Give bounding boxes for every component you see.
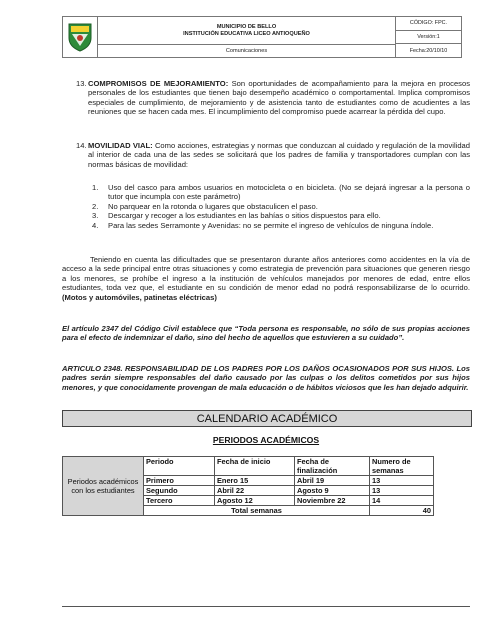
header-code: CÓDIGO: FPC. [396, 17, 461, 31]
paragraph-vehicles-note: (Motos y automóviles, patinetas eléctricas) [62, 292, 217, 302]
paragraph-civil-code: El artículo 2347 del Código Civil establece que “Toda persona es responsable, no sólo de sus propias acciones para el efecto de indemnizar el daño, sino del hecho de aquellos que estuvieren a su cuidado”. [62, 324, 470, 343]
table-header-cell: Periodo [144, 457, 215, 476]
item-13-text: Son oportunidades de acompañamiento para la mejora en procesos personales de los estudiantes que tienen bajo desempeño académico o comportamental. Implica compromisos especiales de cumplimiento, de mejoramiento y de asistencia tanto de estudiantes como de acudientes a las reuniones que se hacen cada mes. El incumplimiento del compromiso puede acarrear la pérdida del cupo. [88, 79, 470, 117]
header-version: Versión:1 [396, 31, 461, 45]
list-item: 3. Descargar y recoger a los estudiantes en las bahías o sitios dispuestos para ello. [92, 211, 381, 221]
total-value: 40 [370, 506, 434, 516]
header-municipality: MUNICIPIO DE BELLO [216, 23, 277, 30]
header-date: Fecha:20/10/10 [409, 47, 448, 54]
item-13-number: 13. [76, 79, 87, 88]
paragraph-vehicles: Teniendo en cuenta las dificultades que se presentaron durante años anteriores como accidentes en la vía de acceso a la sede principal entre otras situaciones y como estrategia de prevención para situaciones que generen riesgo a los menores, se prohíbe el ingreso a la institución de vehículos manejados por menores de edad, entre ellos estudiantes, toda vez que, el estudiante en su condición de menor edad no podrá responsabilizarse de lo ocurrido. (Motos y automóviles, patinetas eléctricas) [62, 255, 470, 302]
paragraph-article-2348: ARTICULO 2348. RESPONSABILIDAD DE LOS PADRES POR LOS DAÑOS OCASIONADOS POR SUS HIJOS. Los padres serán siempre responsables del daño causado por las culpas o los delitos cometidos por sus hijos menores, y que conocidamente provengan de mala educación o de hábitos viciosos que les han dejado adquirir. [62, 364, 470, 392]
list-item: 1. Uso del casco para ambos usuarios en motocicleta o en bicicleta. (No se dejará ingresar a la persona o tutor que incumpla con este parámetro) [92, 183, 470, 202]
calendar-title: CALENDARIO ACADÉMICO [62, 410, 472, 427]
total-label: Total semanas [144, 506, 370, 516]
table-header-cell: Fecha de inicio [215, 457, 295, 476]
list-item: 2. No parquear en la rotonda o lugares que obstaculicen el paso. [92, 201, 318, 211]
periods-table [62, 456, 434, 516]
item-14-title: MOVILIDAD VIAL: [88, 141, 153, 150]
document-header [62, 16, 462, 58]
header-section: Comunicaciones [225, 48, 268, 54]
item-14-text: Como acciones, estrategias y normas que conduzcan al cuidado y regulación de la movilidad al interior de cada una de las sedes se solicitará que los padres de familia y transportadores cumplan con las normas básicas de movilidad: [88, 141, 470, 169]
item-13-title: COMPROMISOS DE MEJORAMIENTO: [88, 79, 229, 88]
table-header-row [63, 457, 434, 476]
list-item: 4. Para las sedes Serramonte y Avenidas: no se permite el ingreso de vehículos de ninguna índole. [92, 220, 434, 230]
table-row: Segundo Abril 22 Agosto 9 13 [63, 486, 434, 496]
school-logo [63, 17, 98, 57]
header-institution: INSTITUCIÓN EDUCATIVA LICEO ANTIOQUEÑO [183, 30, 310, 37]
item-13 [76, 79, 470, 117]
footer-divider [62, 606, 470, 607]
table-header-cell: Fecha de finalización [295, 457, 370, 476]
periods-subtitle: PERIODOS ACADÉMICOS [212, 435, 320, 445]
mobility-rules-list [92, 183, 470, 230]
item-14 [76, 141, 470, 169]
shield-icon [67, 22, 93, 52]
table-row: Tercero Agosto 12 Noviembre 22 14 [63, 496, 434, 506]
table-row: Primero Enero 15 Abril 19 13 [63, 476, 434, 486]
table-header-cell: Numero de semanas [370, 457, 434, 476]
periods-row-label: Periodos académicos con los estudiantes [63, 457, 144, 516]
item-14-number: 14. [76, 141, 87, 150]
